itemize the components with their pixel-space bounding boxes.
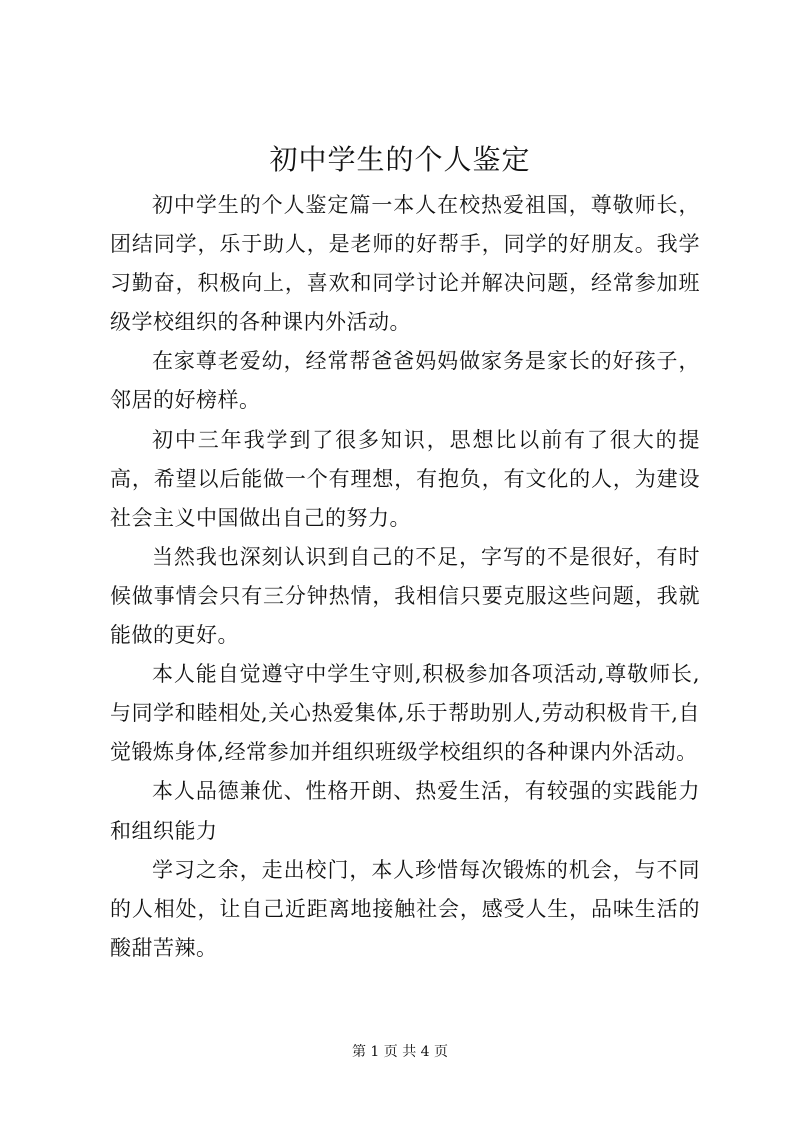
paragraph-5: 本人能自觉遵守中学生守则,积极参加各项活动,尊敬师长,与同学和睦相处,关心热爱集体,乐于帮助别人,劳动积极肯干,自觉锻炼身体,经常参加并组织班级学校组织的各种课内外活动。 <box>110 662 700 765</box>
paragraph-7: 学习之余，走出校门，本人珍惜每次锻炼的机会，与不同的人相处，让自己近距离地接触社会，感受人生，品味生活的酸甜苦辣。 <box>110 857 700 960</box>
page-footer: 第 1 页 共 4 页 <box>351 1044 449 1060</box>
document-body <box>110 186 700 968</box>
paragraph-3: 初中三年我学到了很多知识，思想比以前有了很大的提高，希望以后能做一个有理想，有抱负，有文化的人，为建设社会主义中国做出自己的努力。 <box>110 427 700 530</box>
paragraph-6: 本人品德兼优、性格开朗、热爱生活，有较强的实践能力和组织能力 <box>110 779 700 843</box>
paragraph-4: 当然我也深刻认识到自己的不足，字写的不是很好，有时候做事情会只有三分钟热情，我相信只要克服这些问题，我就能做的更好。 <box>110 544 700 648</box>
paragraph-1: 初中学生的个人鉴定篇一本人在校热爱祖国，尊敬师长，团结同学，乐于助人，是老师的好帮手，同学的好朋友。我学习勤奋，积极向上，喜欢和同学讨论并解决问题，经常参加班级学校组织的各种课内外活动。 <box>110 193 700 335</box>
page-title: 初中学生的个人鉴定 <box>269 143 531 176</box>
paragraph-2: 在家尊老爱幼，经常帮爸爸妈妈做家务是家长的好孩子，邻居的好榜样。 <box>110 349 700 413</box>
